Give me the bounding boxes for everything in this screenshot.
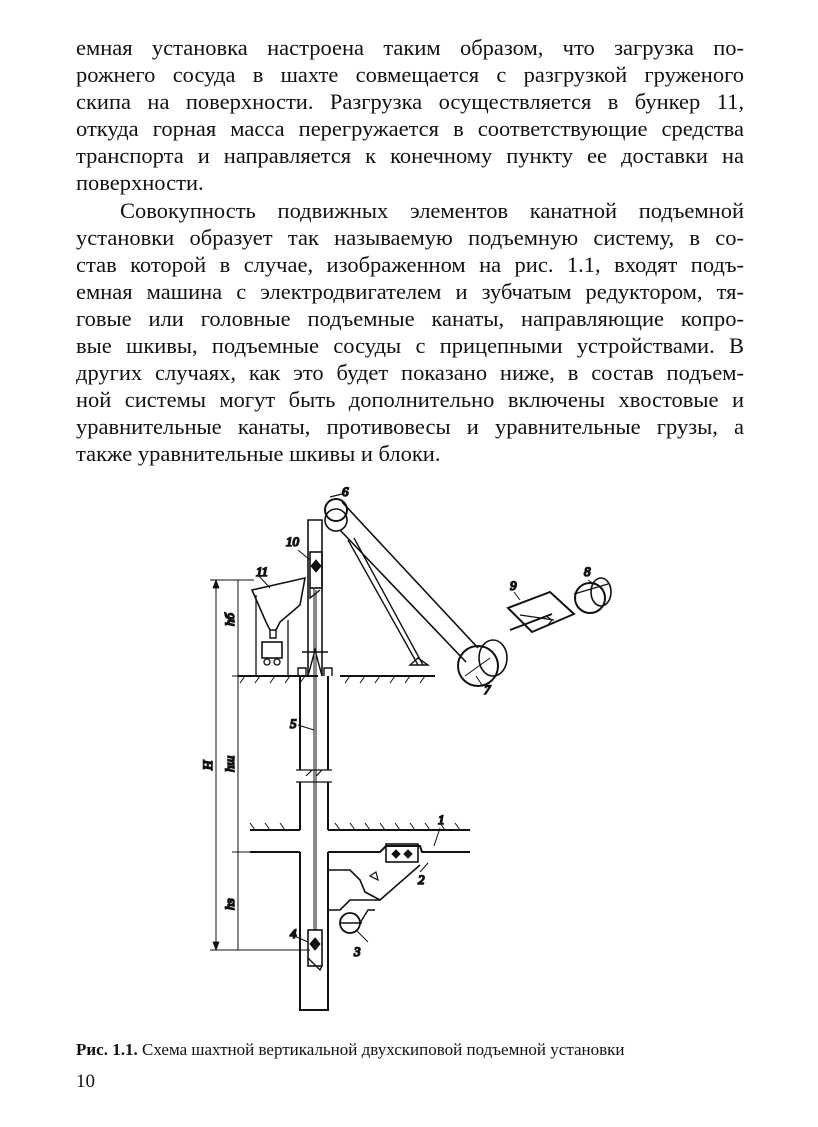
label-11: 11 (256, 564, 269, 579)
text-line: других случаях, как это будет показано ниже, в состав подъем- (76, 360, 744, 385)
label-hz: hз (222, 898, 237, 910)
label-2: 2 (418, 872, 425, 887)
text-line: емная машина с электродвигателем и зубчатым редуктором, тя- (76, 279, 744, 304)
text-line: поверхности. (76, 170, 204, 195)
headframe-backleg (348, 538, 428, 665)
text-line: рожнего сосуда в шахте совмещается с разгрузкой груженого (76, 62, 744, 87)
label-hsh: hш (222, 755, 237, 772)
paragraph-2 (76, 197, 744, 467)
label-10: 10 (286, 534, 299, 549)
paragraph-1 (76, 34, 744, 196)
label-4: 4 (290, 926, 297, 941)
label-1: 1 (438, 812, 445, 827)
chute (328, 865, 420, 910)
loading-car (262, 642, 282, 658)
text-line: откуда горная масса перегружается в соответствующие средства (76, 116, 744, 141)
hoist-rope-5 (314, 588, 316, 930)
text-line: уравнительные канаты, противовесы и уравнительные грузы, а (76, 414, 744, 439)
text-line: вые шкивы, подъемные сосуды с прицепными устройствами. В (76, 333, 744, 358)
winding-drum (458, 646, 498, 686)
figure-caption (76, 1040, 625, 1060)
caption-text: Схема шахтной вертикальной двухскиповой подъемной установки (137, 1040, 625, 1059)
text-line: скипа на поверхности. Разгрузка осуществляется в бункер 11, (76, 89, 744, 114)
bunker (252, 578, 305, 630)
label-6: 6 (342, 484, 349, 499)
label-9: 9 (510, 578, 517, 593)
text-line: Совокупность подвижных элементов канатной подъемной (120, 198, 744, 223)
text-line: транспорта и направляется к конечному пункту ее доставки на (76, 143, 744, 168)
text-line: став которой в случае, изображенном на рис. 1.1, входят подъ- (76, 252, 744, 277)
label-hb: hб (222, 612, 237, 626)
text-line: емная установка настроена таким образом, что загрузка по- (76, 35, 744, 60)
caption-label: Рис. 1.1. (76, 1040, 138, 1059)
label-8: 8 (584, 564, 591, 579)
text-line: ной системы могут быть дополнительно включены хвостовые и (76, 387, 744, 412)
head-sheave (325, 499, 347, 521)
page-number: 10 (76, 1071, 95, 1092)
text-line: установки образует так называемую подъемную систему, в со- (76, 225, 744, 250)
label-H: H (200, 760, 215, 770)
label-7: 7 (484, 682, 491, 697)
motor (575, 583, 605, 613)
label-3: 3 (354, 944, 361, 959)
mine-hoist-diagram (190, 480, 630, 1020)
label-5: 5 (290, 716, 297, 731)
text-line: говые или головные подъемные канаты, направляющие копро- (76, 306, 744, 331)
text-line: также уравнительные шкивы и блоки. (76, 441, 441, 466)
